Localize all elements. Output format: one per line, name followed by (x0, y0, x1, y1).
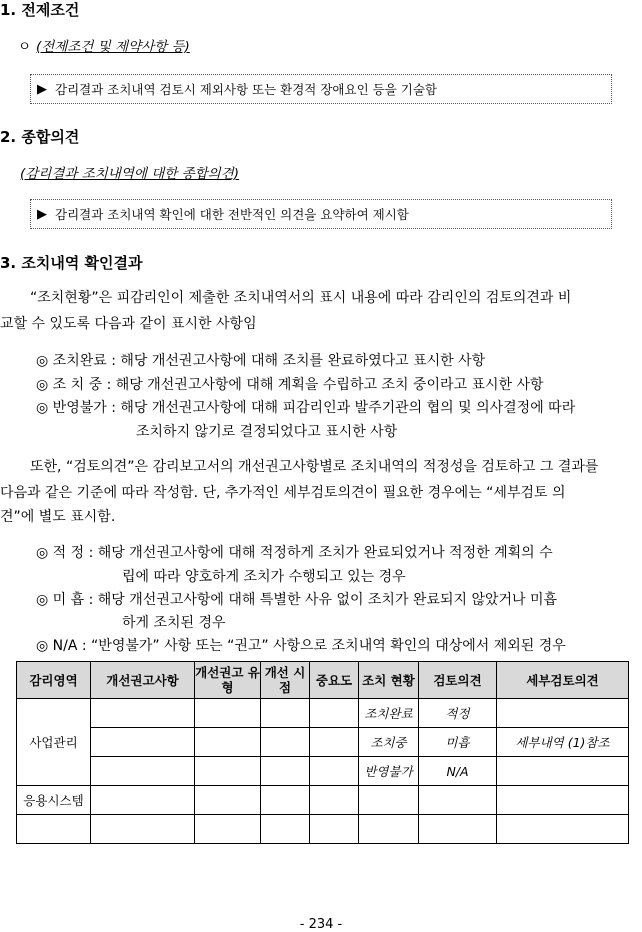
table-cell (310, 815, 359, 844)
review-def-insufficient-cont: 하게 조치된 경우 (122, 615, 226, 631)
table-row (17, 757, 629, 786)
review-cell: 적정 (419, 699, 497, 728)
table-row (17, 786, 629, 815)
table-cell (497, 815, 629, 844)
section1-note-box (30, 74, 612, 104)
table-cell (261, 728, 310, 757)
table-row (17, 728, 629, 757)
status-def-rejected-cont: 조치하지 않기로 결정되었다고 표시한 사항 (136, 424, 398, 440)
section3-heading: 3. 조치내역 확인결과 (0, 254, 143, 272)
triangle-right-icon: ▶ (37, 206, 47, 222)
section1-heading: 1. 전제조건 (0, 1, 80, 19)
section2-subtitle: (감리결과 조치내역에 대한 종합의견) (20, 166, 240, 182)
detail-cell (497, 699, 629, 728)
status-def-rejected: ◎ 반영불가 : 해당 개선권고사항에 대해 피감리인과 발주기관의 협의 및 의사결정에 따라 (36, 400, 576, 416)
section2-note-box (30, 199, 612, 229)
table-cell (91, 815, 195, 844)
status-cell: 조치완료 (359, 699, 419, 728)
table-row (17, 699, 629, 728)
section1-bullet: ㅇ (18, 39, 32, 55)
table-cell (195, 815, 261, 844)
review-cell: N/A (419, 757, 497, 786)
status-def-completed: ◎ 조치완료 : 해당 개선권고사항에 대해 조치를 완료하였다고 표시한 사항 (36, 353, 486, 369)
table-cell (91, 786, 195, 815)
review-def-adequate-cont: 립에 따라 양호하게 조치가 수행되고 있는 경우 (122, 569, 406, 585)
table-cell (17, 815, 91, 844)
detail-cell (497, 757, 629, 786)
table-cell (310, 699, 359, 728)
table-cell (91, 757, 195, 786)
table-cell (261, 699, 310, 728)
section3-para2-line1: 또한, “검토의견”은 감리보고서의 개선권고사항별로 조치내역의 적정성을 검토하고 그 결과를 (30, 459, 599, 475)
table-cell (261, 815, 310, 844)
review-def-na: ◎ N/A : “반영불가” 사항 또는 “권고” 사항으로 조치내역 확인의 대상에서 제외된 경우 (36, 638, 566, 654)
header-recommendation: 개선권고사항 (91, 662, 195, 699)
result-table (16, 661, 629, 844)
header-action-status: 조치 현황 (359, 662, 419, 699)
status-def-in-progress: ◎ 조 치 중 : 해당 개선권고사항에 대해 계획을 수립하고 조치 중이라고 표시한 사항 (36, 377, 544, 393)
section1-subtitle: (전제조건 및 제약사항 등) (36, 39, 190, 55)
table-cell (195, 757, 261, 786)
triangle-right-icon: ▶ (37, 81, 47, 97)
section3-para2-line2: 다음과 같은 기준에 따라 작성함. 단, 추가적인 세부검토의견이 필요한 경우에는 “세부검토 의 (0, 485, 566, 501)
table-cell (310, 757, 359, 786)
status-cell: 반영불가 (359, 757, 419, 786)
table-cell (261, 757, 310, 786)
table-cell (497, 786, 629, 815)
header-area: 감리영역 (17, 662, 91, 699)
review-def-insufficient: ◎ 미 흡 : 해당 개선권고사항에 대해 특별한 사유 없이 조치가 완료되지 않았거나 미흡 (36, 592, 558, 608)
header-review-opinion: 검토의견 (419, 662, 497, 699)
section2-note-text: 감리결과 조치내역 확인에 대한 전반적인 의견을 요약하여 제시함 (55, 207, 409, 222)
header-recommendation-type: 개선권고 유형 (195, 662, 261, 699)
section1-note-text: 감리결과 조치내역 검토시 제외사항 또는 환경적 장애요인 등을 기술함 (55, 82, 437, 97)
table-cell (195, 699, 261, 728)
review-def-adequate: ◎ 적 정 : 해당 개선권고사항에 대해 적정하게 조치가 완료되었거나 적정한 계획의 수 (36, 545, 553, 561)
table-cell (359, 815, 419, 844)
section2-heading: 2. 종합의견 (0, 128, 80, 146)
table-cell (195, 728, 261, 757)
table-row (17, 815, 629, 844)
area-cell: 사업관리 (17, 699, 91, 786)
section3-para1-line2: 교할 수 있도록 다음과 같이 표시한 사항임 (0, 316, 257, 332)
section3-para1-line1: “조치현황”은 피감리인이 제출한 조치내역서의 표시 내용에 따라 감리인의 검토의견과 비 (30, 290, 572, 306)
detail-cell: 세부내역 (1)참조 (497, 728, 629, 757)
header-detail-opinion: 세부검토의견 (497, 662, 629, 699)
header-improvement-timing: 개선 시점 (261, 662, 310, 699)
table-cell (419, 815, 497, 844)
review-cell: 미흡 (419, 728, 497, 757)
table-cell (91, 699, 195, 728)
section3-para2-line3: 견”에 별도 표시함. (0, 509, 116, 525)
area-cell: 응용시스템 (17, 786, 91, 815)
table-cell (310, 728, 359, 757)
status-cell: 조치중 (359, 728, 419, 757)
table-cell (261, 786, 310, 815)
table-cell (359, 786, 419, 815)
header-importance: 중요도 (310, 662, 359, 699)
table-header-row (17, 662, 629, 699)
table-cell (310, 786, 359, 815)
table-cell (195, 786, 261, 815)
table-cell (419, 786, 497, 815)
page-number: - 234 - (299, 917, 343, 932)
table-cell (91, 728, 195, 757)
